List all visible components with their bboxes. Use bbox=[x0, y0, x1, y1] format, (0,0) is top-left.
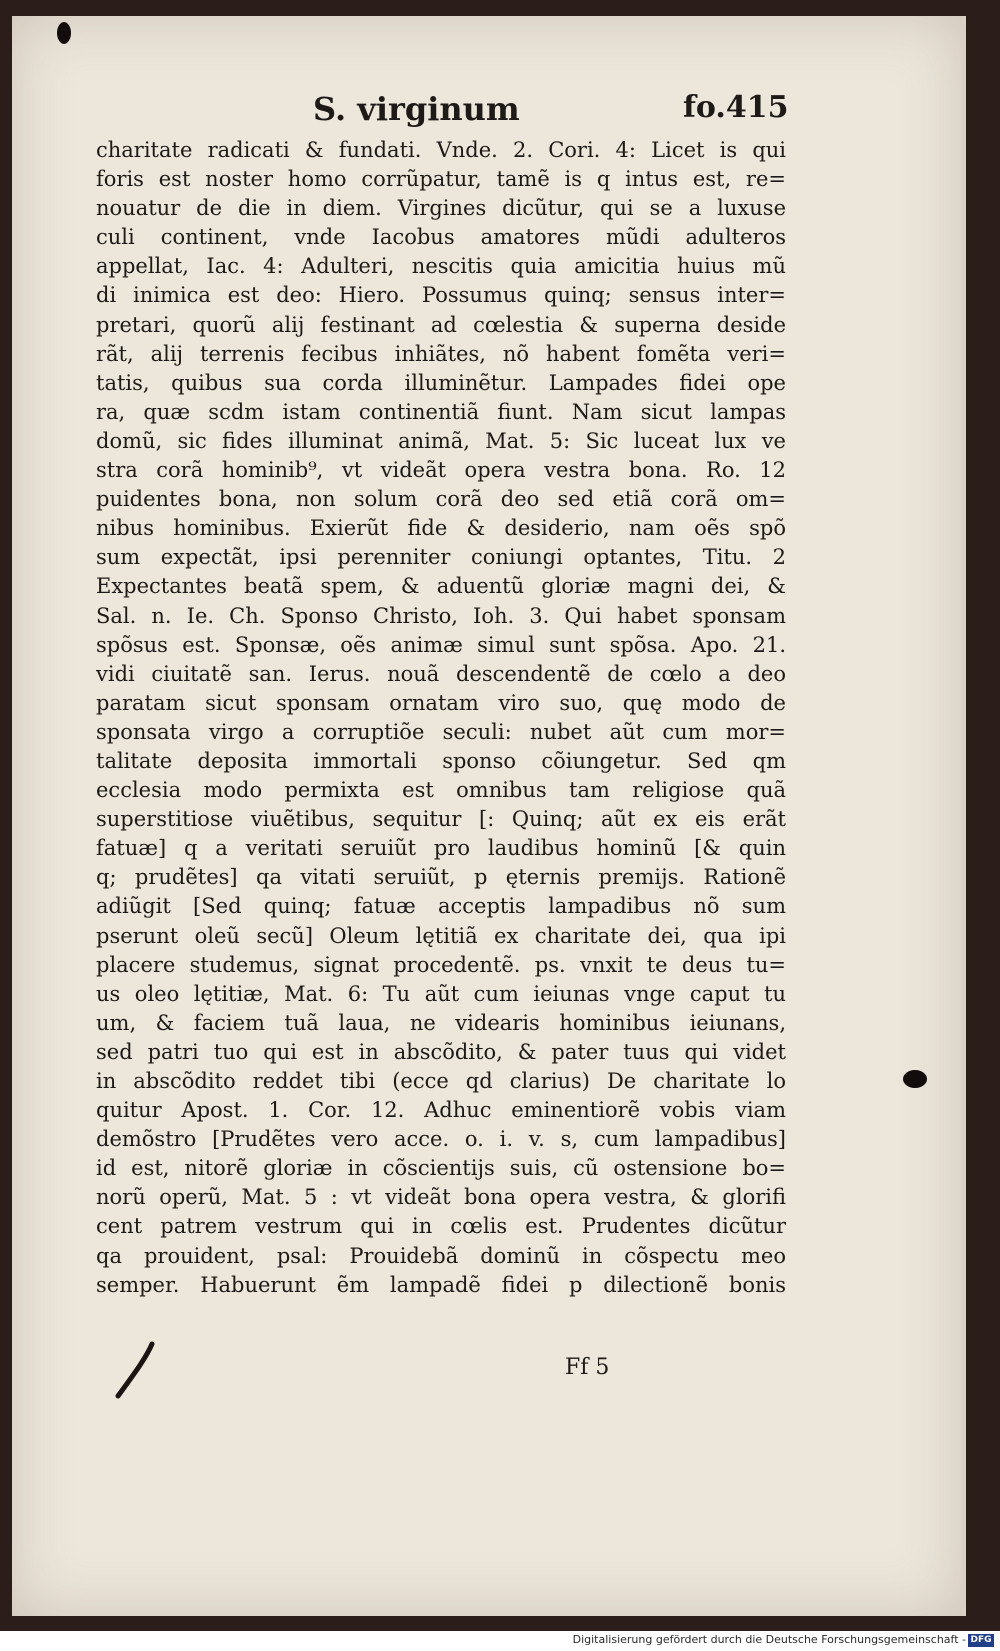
text-line: placere studemus, signat procedentẽ. ps. vnxit te deus tu= bbox=[96, 952, 786, 977]
text-line: in abscõdito reddet tibi (ecce qd clarius) De charitate lo bbox=[96, 1069, 786, 1093]
text-line: charitate radicati & fundati. Vnde. 2. Cori. 4: Licet is qui bbox=[96, 138, 786, 162]
text-line: appellat, Iac. 4: Adulteri, nescitis quia amicitia huius mũ bbox=[96, 254, 786, 279]
text-line: stra corã hominib⁹, vt videãt opera vestra bona. Ro. 12 bbox=[96, 458, 786, 483]
text-line: puidentes bona, non solum corã deo sed etiã corã om= bbox=[96, 487, 786, 512]
text-line: superstitiose viuẽtibus, sequitur [: Quinq; aũt ex eis erãt bbox=[96, 807, 786, 832]
text-line: paratam sicut sponsam ornatam viro suo, quę modo de bbox=[96, 690, 786, 715]
text-line: nibus hominibus. Exierũt fide & desiderio, nam oẽs spõ bbox=[96, 516, 786, 541]
folio-number: fo.415 bbox=[683, 90, 789, 125]
text-line: adiũgit [Sed quinq; fatuæ acceptis lampadibus nõ sum bbox=[96, 894, 786, 919]
text-line: pretari, quorũ alij festinant ad cœlestia & superna deside bbox=[96, 312, 786, 337]
text-line: us oleo lętitiæ, Mat. 6: Tu aũt cum ieiunas vnge caput tu bbox=[96, 981, 786, 1006]
text-line: domũ, sic fides illuminat animã, Mat. 5: Sic luceat lux ve bbox=[96, 428, 786, 453]
text-line: ra, quæ scdm istam continentiã fiunt. Nam sicut lampas bbox=[96, 399, 786, 424]
text-line: tatis, quibus sua corda illuminẽtur. Lampades fidei ope bbox=[96, 370, 786, 395]
text-line: id est, nitorẽ gloriæ in cõscientijs suis, cũ ostensione bo= bbox=[96, 1156, 786, 1181]
text-line: foris est noster homo corrũpatur, tamẽ is q intus est, re= bbox=[96, 167, 786, 192]
text-line: rãt, alij terrenis fecibus inhiãtes, nõ habent fomẽta veri= bbox=[96, 341, 786, 366]
text-line: sum expectãt, ipsi perenniter coniungi optantes, Titu. 2 bbox=[96, 545, 786, 570]
running-header-title: S. virginum bbox=[313, 90, 520, 128]
text-line: vidi ciuitatẽ san. Ierus. nouã descendentẽ de cœlo a deo bbox=[96, 661, 786, 686]
text-line: cent patrem vestrum qui in cœlis est. Prudentes dicũtur bbox=[96, 1214, 786, 1239]
text-line: ecclesia modo permixta est omnibus tam religiose quã bbox=[96, 778, 786, 803]
text-line: pserunt oleũ secũ] Oleum lętitiã ex charitate dei, qua ipi bbox=[96, 923, 786, 948]
text-line: norũ operũ, Mat. 5 : vt videãt bona opera vestra, & glorifi bbox=[96, 1185, 786, 1210]
text-line: qa prouident, psal: Prouidebã dominũ in cõspectu meo bbox=[96, 1243, 786, 1268]
text-line: fatuæ] q a veritati seruiũt pro laudibus hominũ [& quin bbox=[96, 836, 786, 861]
text-line: Expectantes beatã spem, & aduentũ gloriæ magni dei, & bbox=[96, 574, 786, 599]
text-line: sed patri tuo qui est in abscõdito, & pater tuus qui videt bbox=[96, 1039, 786, 1064]
text-line: quitur Apost. 1. Cor. 12. Adhuc eminentiorẽ vobis viam bbox=[96, 1098, 786, 1123]
text-line: culi continent, vnde Iacobus amatores mũdi adulteros bbox=[96, 225, 786, 250]
body-text bbox=[96, 136, 786, 1300]
text-line: talitate deposita immortali sponso cõiungetur. Sed qm bbox=[96, 748, 786, 773]
text-line: um, & faciem tuã laua, ne videaris hominibus ieiunans, bbox=[96, 1010, 786, 1035]
text-line: nouatur de die in diem. Virgines dicũtur, qui se a luxuse bbox=[96, 196, 786, 221]
text-line: Sal. n. Ie. Ch. Sponso Christo, Ioh. 3. Qui habet sponsam bbox=[96, 603, 786, 628]
binding-hole-top bbox=[57, 22, 71, 44]
signature-mark: Ff 5 bbox=[565, 1355, 610, 1380]
dfg-logo: DFG bbox=[968, 1634, 994, 1647]
text-line: sponsata virgo a corruptiõe seculi: nubet aũt cum mor= bbox=[96, 719, 786, 744]
footer-credit: Digitalisierung gefördert durch die Deutsche Forschungsgemeinschaft - bbox=[572, 1633, 966, 1646]
text-line: demõstro [Prudẽtes vero acce. o. i. v. s, cum lampadibus] bbox=[96, 1127, 786, 1152]
binding-hole-right bbox=[903, 1070, 927, 1088]
text-line: semper. Habuerunt ẽm lampadẽ fidei p dilectionẽ bonis bbox=[96, 1272, 786, 1297]
text-line: q; prudẽtes] qa vitati seruiũt, p ęternis premijs. Rationẽ bbox=[96, 865, 786, 890]
text-line: di inimica est deo: Hiero. Possumus quinq; sensus inter= bbox=[96, 283, 786, 308]
ink-stroke-mark bbox=[110, 1340, 170, 1400]
text-line: spõsus est. Sponsæ, oẽs animæ simul sunt spõsa. Apo. 21. bbox=[96, 632, 786, 657]
